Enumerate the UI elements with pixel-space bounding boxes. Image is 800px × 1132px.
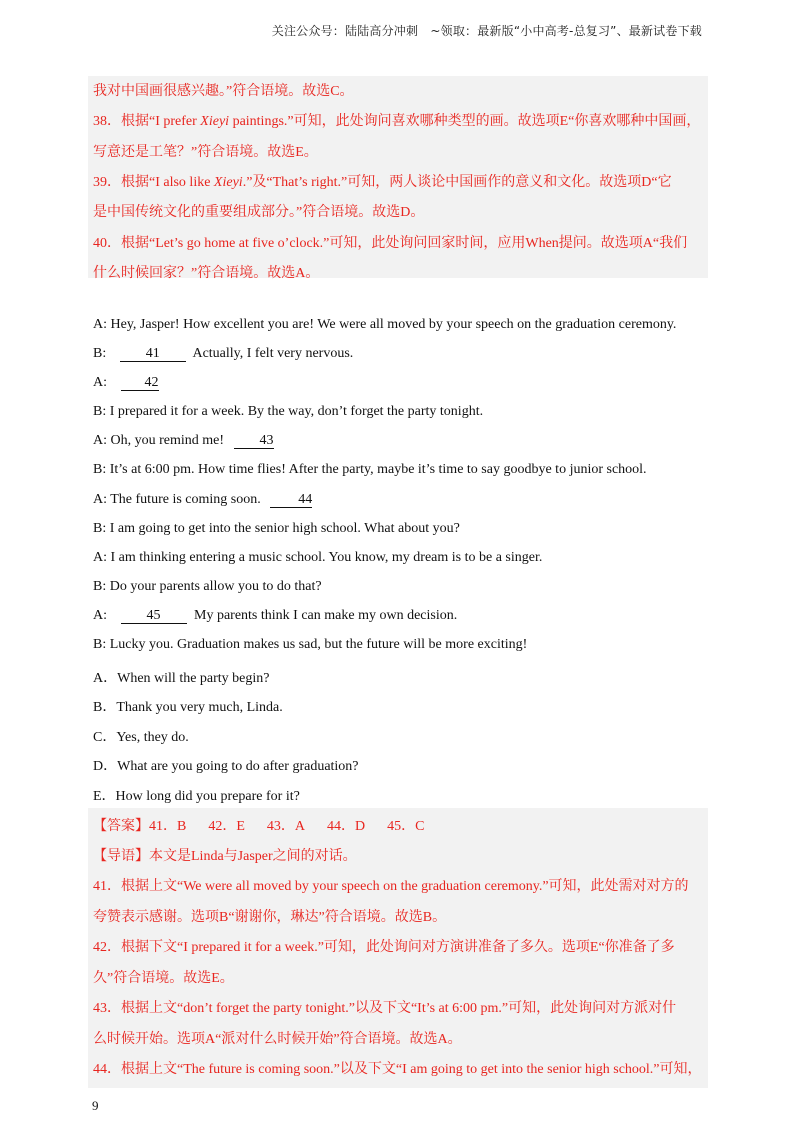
bottom-explanation-line-7: 44．根据上文“The future is coming soon.”以及下文“I am going to get into the senior high school.”可知， — [93, 1062, 702, 1077]
top-explanation-line-2: 38．根据“I prefer Xieyi paintings.”可知，此处询问喜欢哪种类型的画。故选项E“你喜欢哪种中国画， — [93, 114, 701, 130]
blank-42[interactable]: 42 — [121, 376, 159, 391]
dialogue-line-11: A: 45 My parents think I can make my own decision. — [93, 608, 458, 623]
page-number: 9 — [92, 1098, 99, 1113]
option-d: D．What are you going to do after graduation? — [93, 759, 359, 774]
blank-45[interactable]: 45 — [121, 609, 187, 624]
dialogue-line-1: A: Hey, Jasper! How excellent you are! We were all moved by your speech on the graduation ceremony. — [93, 317, 677, 332]
option-c: C．Yes, they do. — [93, 730, 189, 745]
dialogue-line-9: A: I am thinking entering a music school. You know, my dream is to be a singer. — [93, 550, 543, 565]
option-a: A．When will the party begin? — [93, 671, 270, 686]
blank-41[interactable]: 41 — [120, 347, 186, 362]
bottom-explanation-line-4: 久”符合语境。故选E。 — [93, 970, 234, 986]
bottom-explanation-line-6: 么时候开始。选项A“派对什么时候开始”符合语境。故选A。 — [93, 1031, 462, 1047]
blank-44[interactable]: 44 — [270, 493, 312, 508]
top-explanation-line-1: 我对中国画很感兴趣。”符合语境。故选C。 — [93, 84, 354, 99]
blank-43[interactable]: 43 — [234, 434, 274, 449]
guide-line: 【导语】本文是Linda与Jasper之间的对话。 — [93, 849, 357, 864]
bottom-explanation-line-2: 夸赞表示感谢。选项B“谢谢你，琳达”符合语境。故选B。 — [93, 909, 447, 925]
top-explanation-line-5: 是中国传统文化的重要组成部分。”符合语境。故选D。 — [93, 205, 425, 221]
option-e: E．How long did you prepare for it? — [93, 789, 300, 804]
dialogue-line-3: A: 42 — [93, 375, 159, 390]
top-explanation-line-3: 写意还是工笔？”符合语境。故选E。 — [93, 144, 318, 160]
page-header: 关注公众号：陆陆高分冲刺 ~领取：最新版“小中高考-总复习”、最新试卷下载 — [271, 24, 702, 38]
dialogue-line-10: B: Do your parents allow you to do that? — [93, 579, 322, 594]
top-explanation-line-4: 39．根据“I also like Xieyi.”及“That’s right.”可知，两人谈论中国画作的意义和文化。故选项D“它 — [93, 174, 672, 190]
dialogue-line-2: B: 41 Actually, I felt very nervous. — [93, 346, 354, 361]
dialogue-line-12: B: Lucky you. Graduation makes us sad, but the future will be more exciting! — [93, 637, 528, 652]
dialogue-line-5: A: Oh, you remind me! 43 — [93, 433, 274, 448]
dialogue-line-8: B: I am going to get into the senior high school. What about you? — [93, 521, 460, 536]
dialogue-line-6: B: It’s at 6:00 pm. How time flies! After the party, maybe it’s time to say goodbye to junior school. — [93, 462, 647, 477]
bottom-explanation-line-5: 43．根据上文“don’t forget the party tonight.”以及下文“It’s at 6:00 pm.”可知，此处询问对方派对什 — [93, 1001, 677, 1016]
option-b: B．Thank you very much, Linda. — [93, 700, 283, 715]
dialogue-line-7: A: The future is coming soon. 44 — [93, 492, 313, 507]
answer-line: 【答案】41．B 42．E 43．A 44．D 45．C — [93, 819, 425, 834]
dialogue-line-4: B: I prepared it for a week. By the way, don’t forget the party tonight. — [93, 404, 484, 419]
top-explanation-line-6: 40．根据“Let’s go home at five o’clock.”可知，此处询问回家时间，应用When提问。故选项A“我们 — [93, 235, 688, 251]
top-explanation-line-7: 什么时候回家？”符合语境。故选A。 — [93, 265, 320, 281]
bottom-explanation-line-3: 42．根据下文“I prepared it for a week.”可知，此处询问对方演讲准备了多久。选项E“你准备了多 — [93, 940, 675, 955]
bottom-explanation-line-1: 41．根据上文“We were all moved by your speech on the graduation ceremony.”可知，此处需对对方的 — [93, 879, 689, 894]
